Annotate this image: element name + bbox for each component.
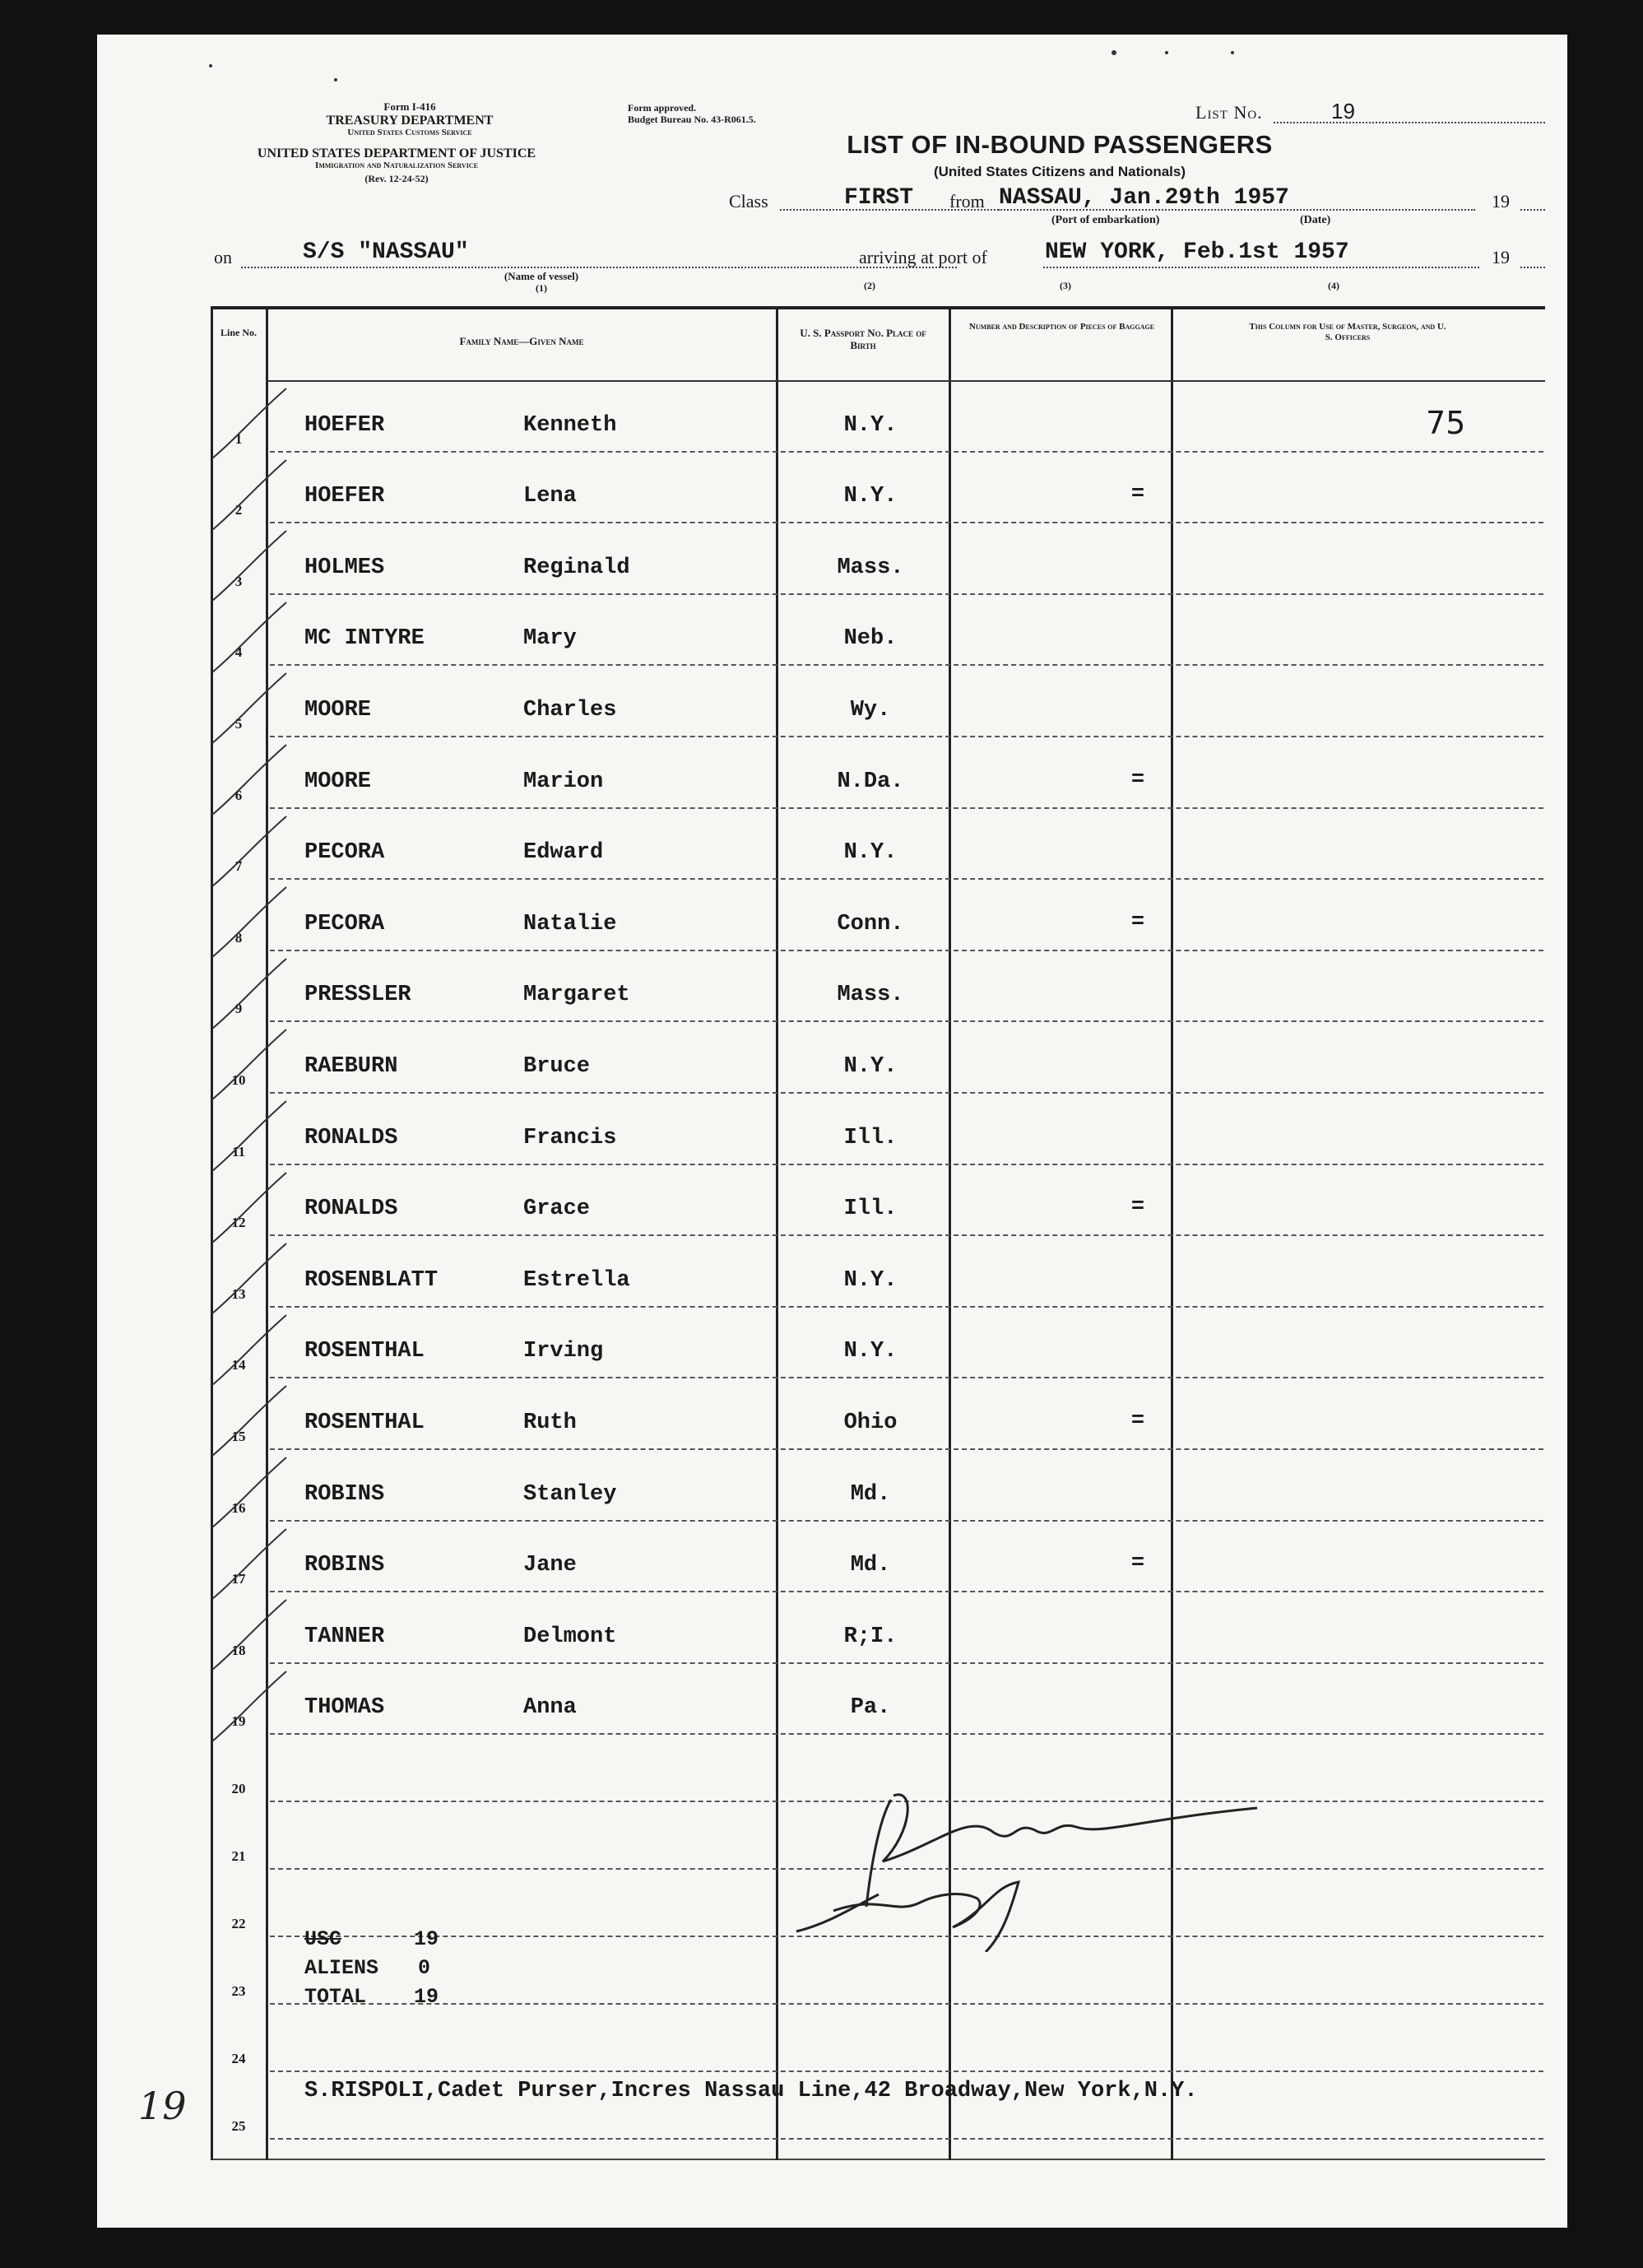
given-name: Stanley [523, 1481, 617, 1507]
row-divider [270, 878, 1543, 880]
row-divider [270, 2003, 1543, 2005]
line-number: 20 [231, 1781, 246, 1797]
row-divider [270, 736, 1543, 737]
place-of-birth: N.Y. [843, 1267, 898, 1293]
line-number: 6 [234, 787, 243, 803]
given-name: Ruth [523, 1411, 577, 1435]
family-name: MOORE [304, 769, 372, 794]
total-label: TOTAL [304, 1985, 367, 2009]
place-of-birth: Wy. [850, 698, 891, 723]
vessel-line [241, 267, 957, 268]
line-number: 16 [231, 1499, 246, 1516]
place-of-birth: Pa. [850, 1695, 891, 1721]
given-name: Delmont [523, 1624, 617, 1649]
line-number: 8 [234, 929, 243, 946]
col2-num: (2) [864, 280, 875, 291]
col4-num: (4) [1328, 280, 1339, 291]
row-divider [270, 1520, 1543, 1522]
line-number: 18 [231, 1642, 246, 1658]
line-number: 12 [231, 1215, 246, 1231]
baggage-count: = [1130, 482, 1145, 508]
baggage-count: = [1130, 1409, 1145, 1434]
given-name: Grace [523, 1197, 591, 1222]
family-name: PRESSLER [304, 983, 411, 1008]
place-of-birth: R;I. [843, 1624, 898, 1649]
total-value: 19 [414, 1985, 439, 2009]
place-of-birth: Mass. [837, 555, 904, 580]
baggage-count: = [1130, 767, 1145, 792]
family-name: ROBINS [304, 1553, 385, 1578]
agency-customs: United States Customs Service [347, 128, 472, 137]
line-number: 25 [231, 2118, 246, 2135]
margin-note: 19 [138, 2084, 187, 2128]
arrival-value: NEW YORK, Feb.1st 1957 [1045, 239, 1349, 265]
line-number: 21 [231, 1848, 246, 1865]
line-number: 22 [231, 1916, 246, 1932]
usc-label: USC [304, 1927, 342, 1951]
given-name: Jane [523, 1553, 577, 1578]
list-no-label: List No. [1195, 102, 1263, 123]
line-number: 14 [231, 1357, 246, 1373]
baggage-count: = [1130, 1195, 1145, 1220]
given-name: Kenneth [523, 412, 617, 438]
family-name: HOEFER [304, 484, 385, 509]
agency-treasury: TREASURY DEPARTMENT [326, 114, 494, 128]
line-number: 3 [234, 573, 243, 589]
vessel-col-num: (1) [536, 282, 547, 294]
row-divider [270, 1448, 1543, 1450]
given-name: Francis [523, 1125, 617, 1150]
given-name: Edward [523, 840, 604, 866]
place-of-birth: Ill. [843, 1125, 898, 1150]
place-of-birth: Ill. [843, 1197, 898, 1222]
arrival-year-label: 19 [1492, 247, 1510, 267]
line-number: 11 [231, 1143, 246, 1160]
list-no-value: 19 [1331, 99, 1355, 123]
given-name: Charles [523, 698, 617, 723]
line-number: 10 [231, 1072, 246, 1088]
place-of-birth: Mass. [837, 983, 904, 1008]
place-of-birth: Neb. [843, 626, 898, 652]
place-of-birth: N.Y. [843, 1054, 898, 1079]
row-divider [270, 1164, 1543, 1165]
given-name: Mary [523, 626, 577, 652]
class-value: FIRST [844, 185, 914, 211]
family-name: PECORA [304, 911, 385, 936]
officer-note: 75 [1426, 404, 1466, 441]
row-divider [270, 664, 1543, 666]
agency-justice: UNITED STATES DEPARTMENT OF JUSTICE [257, 146, 536, 160]
given-name: Natalie [523, 911, 617, 936]
row-divider [270, 1306, 1543, 1308]
line-number: 7 [234, 858, 243, 875]
given-name: Margaret [523, 983, 630, 1008]
row-divider [270, 2070, 1543, 2072]
row-divider [270, 1020, 1543, 1022]
vessel-value: S/S "NASSAU" [303, 239, 469, 265]
budget-bureau: Budget Bureau No. 43-R061.5. [628, 114, 756, 125]
line-number: 5 [234, 716, 243, 732]
page-title: LIST OF IN-BOUND PASSENGERS [847, 130, 1273, 159]
place-of-birth: N.Da. [837, 769, 904, 794]
family-name: ROSENTHAL [304, 1411, 425, 1435]
revision-date: (Rev. 12-24-52) [364, 173, 429, 184]
col-header-name: Family Name—Given Name [459, 335, 584, 347]
given-name: Reginald [523, 555, 630, 580]
vessel-caption: (Name of vessel) [504, 270, 579, 282]
purser-line: S.RISPOLI,Cadet Purser,Incres Nassau Line,42 Broadway,New York,N.Y. [304, 2079, 1198, 2103]
given-name: Bruce [523, 1054, 591, 1079]
agency-ins: Immigration and Naturalization Service [315, 160, 478, 170]
family-name: HOLMES [304, 555, 385, 580]
row-divider [270, 2138, 1543, 2140]
line-number: 13 [231, 1285, 246, 1302]
place-of-birth: Conn. [837, 911, 904, 936]
family-name: TANNER [304, 1624, 385, 1649]
place-of-birth: Md. [850, 1481, 891, 1507]
family-name: MC INTYRE [304, 626, 425, 652]
row-divider [270, 1092, 1543, 1094]
line-number: 4 [234, 644, 243, 661]
row-divider [270, 1733, 1543, 1735]
line-number: 24 [231, 2051, 246, 2067]
baggage-count: = [1130, 1551, 1145, 1577]
from-label: from [949, 191, 985, 211]
col3-num: (3) [1060, 280, 1071, 291]
line-number: 23 [231, 1983, 246, 2000]
family-name: RAEBURN [304, 1054, 398, 1079]
family-name: HOEFER [304, 412, 385, 438]
list-no-line [1274, 122, 1545, 123]
place-of-birth: N.Y. [843, 412, 898, 438]
row-divider [270, 1377, 1543, 1378]
family-name: ROBINS [304, 1481, 385, 1507]
place-of-birth: N.Y. [843, 840, 898, 866]
usc-value: 19 [414, 1927, 439, 1951]
aliens-label: ALIENS [304, 1956, 379, 1980]
class-label: Class [729, 191, 768, 211]
row-divider [270, 451, 1543, 453]
row-divider [270, 593, 1543, 595]
place-of-birth: Md. [850, 1553, 891, 1578]
row-divider [270, 807, 1543, 809]
form-page [97, 35, 1567, 2228]
col-header-officers: This Column for Use of Master, Surgeon, and U. S. Officers [1249, 322, 1446, 342]
port-embark-label: (Port of embarkation) [1051, 214, 1160, 226]
line-number: 1 [234, 430, 243, 447]
family-name: RONALDS [304, 1197, 398, 1222]
arriving-label: arriving at port of [859, 247, 987, 267]
from-value: NASSAU, Jan.29th 1957 [999, 185, 1289, 211]
line-number: 9 [234, 1001, 243, 1017]
given-name: Lena [523, 484, 577, 509]
aliens-value: 0 [418, 1956, 431, 1980]
given-name: Anna [523, 1695, 577, 1721]
row-divider [270, 1234, 1543, 1236]
row-divider [270, 1662, 1543, 1664]
arrival-line [1043, 267, 1479, 268]
baggage-count: = [1130, 909, 1145, 935]
col-header-baggage: Number and Description of Pieces of Baggage [968, 322, 1155, 332]
page-subtitle: (United States Citizens and Nationals) [933, 164, 1186, 179]
row-divider [270, 1591, 1543, 1592]
line-number: 19 [231, 1713, 246, 1730]
on-label: on [214, 247, 232, 267]
header-underline [266, 380, 1545, 382]
family-name: ROSENBLATT [304, 1267, 439, 1293]
family-name: THOMAS [304, 1695, 385, 1721]
place-of-birth: N.Y. [843, 484, 898, 509]
arrival-year-line [1520, 267, 1545, 268]
form-number: Form I-416 [383, 100, 436, 113]
family-name: RONALDS [304, 1125, 398, 1150]
place-of-birth: Ohio [843, 1411, 898, 1435]
line-number: 2 [234, 502, 243, 518]
class-year-line [1520, 209, 1545, 211]
signature [689, 1754, 1265, 1952]
table-bottom-border [211, 2159, 1545, 2160]
line-number: 15 [231, 1429, 246, 1444]
family-name: MOORE [304, 698, 372, 723]
col-header-line: Line No. [220, 327, 257, 338]
family-name: PECORA [304, 840, 385, 866]
tally-mark [196, 1663, 295, 1754]
class-year-label: 19 [1492, 191, 1510, 211]
form-approved: Form approved. [628, 102, 697, 114]
row-divider [270, 522, 1543, 523]
table-top-border [211, 306, 1545, 309]
given-name: Estrella [523, 1267, 630, 1293]
date-label: (Date) [1300, 214, 1331, 226]
col-header-passport: U. S. Passport No. Place of Birth [800, 327, 926, 351]
given-name: Marion [523, 769, 604, 794]
family-name: ROSENTHAL [304, 1339, 425, 1364]
row-divider [270, 950, 1543, 951]
scan-specks [97, 35, 1567, 84]
given-name: Irving [523, 1339, 604, 1364]
place-of-birth: N.Y. [843, 1339, 898, 1364]
line-number: 17 [231, 1571, 246, 1587]
